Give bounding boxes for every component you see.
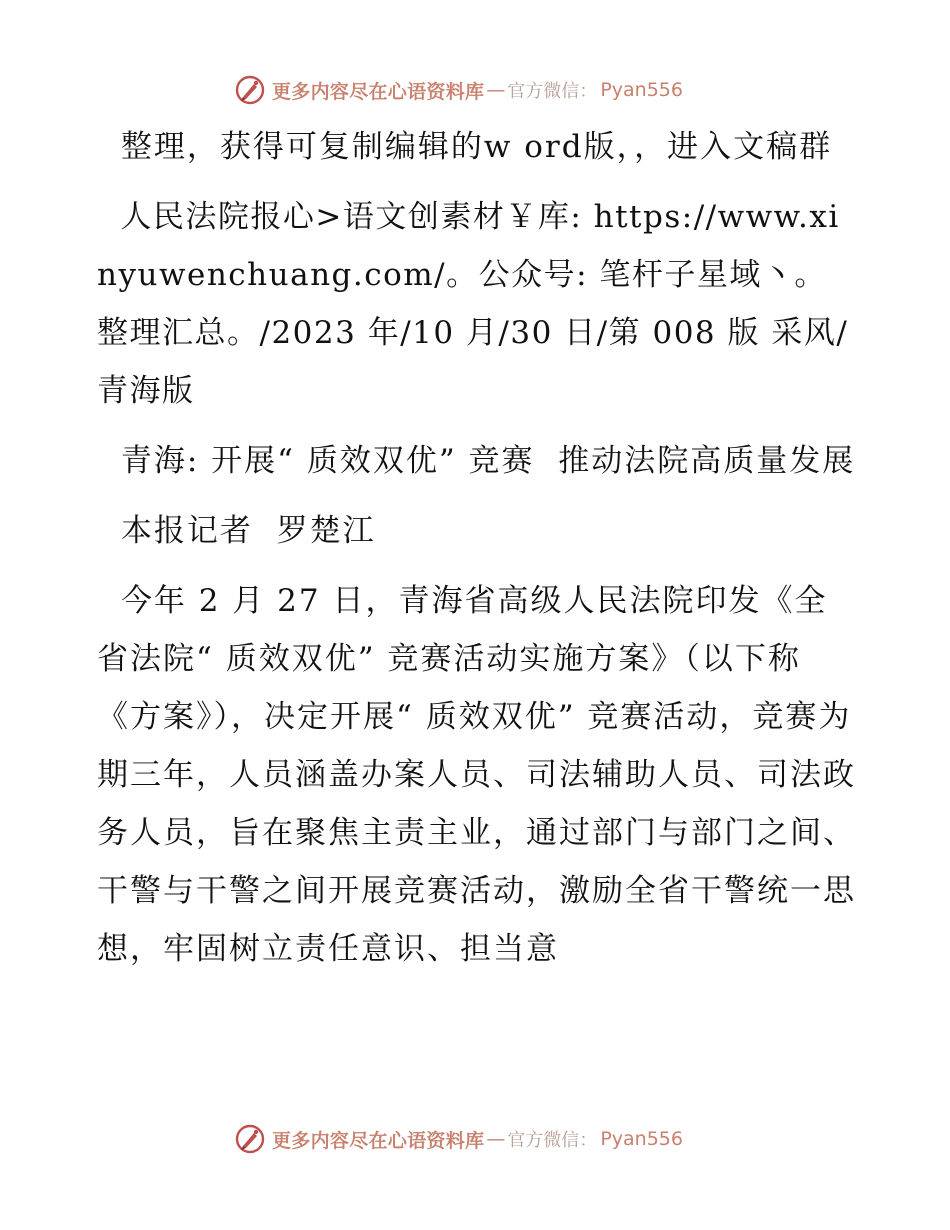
header-watermark: [234, 73, 683, 107]
watermark-sub-text: 官方微信：: [507, 81, 598, 102]
document-body: [97, 118, 857, 990]
watermark-dash: —: [486, 79, 506, 101]
article-body-paragraph: 今年 2 月 27 日，青海省高级人民法院印发《全省法院“ 质效双优” 竞赛活动实施方案》（以下称《方案》），决定开展“ 质效双优” 竞赛活动，竞赛为期三年，人员涵盖办案人员、司法辅助人员、司法政务人员，旨在聚焦主责主业，通过部门与部门之间、干警与干警之间开展竞赛活动，激励全省干警统一思想，牢固树立责任意识、担当意: [97, 583, 856, 967]
watermark-main-text: 更多内容尽在心语资料库: [272, 1129, 485, 1152]
watermark-sub-text: 官方微信：: [507, 1130, 598, 1151]
pen-logo-icon: [234, 74, 266, 106]
watermark-id: Pyan556: [600, 79, 683, 101]
watermark-main-text: 更多内容尽在心语资料库: [272, 80, 485, 103]
article-headline: 青海: 开展“ 质效双优” 竞赛 推动法院高质量发展: [109, 443, 856, 479]
article-byline: 本报记者 罗楚江: [109, 513, 376, 549]
pen-logo-icon: [234, 1123, 266, 1155]
watermark-dash: —: [486, 1128, 506, 1150]
paragraph-intro: 整理，获得可复制编辑的w ord版，，进入文稿群: [109, 129, 833, 165]
watermark-id: Pyan556: [600, 1128, 683, 1150]
footer-watermark: [234, 1122, 683, 1156]
paragraph-source: 人民法院报心>语文创素材￥库: https://www.xinyuwenchuang.com/。公众号: 笔杆子星域丶。整理汇总。/2023 年/10 月/30 日/第 008 版 采风/青海版: [97, 199, 849, 409]
